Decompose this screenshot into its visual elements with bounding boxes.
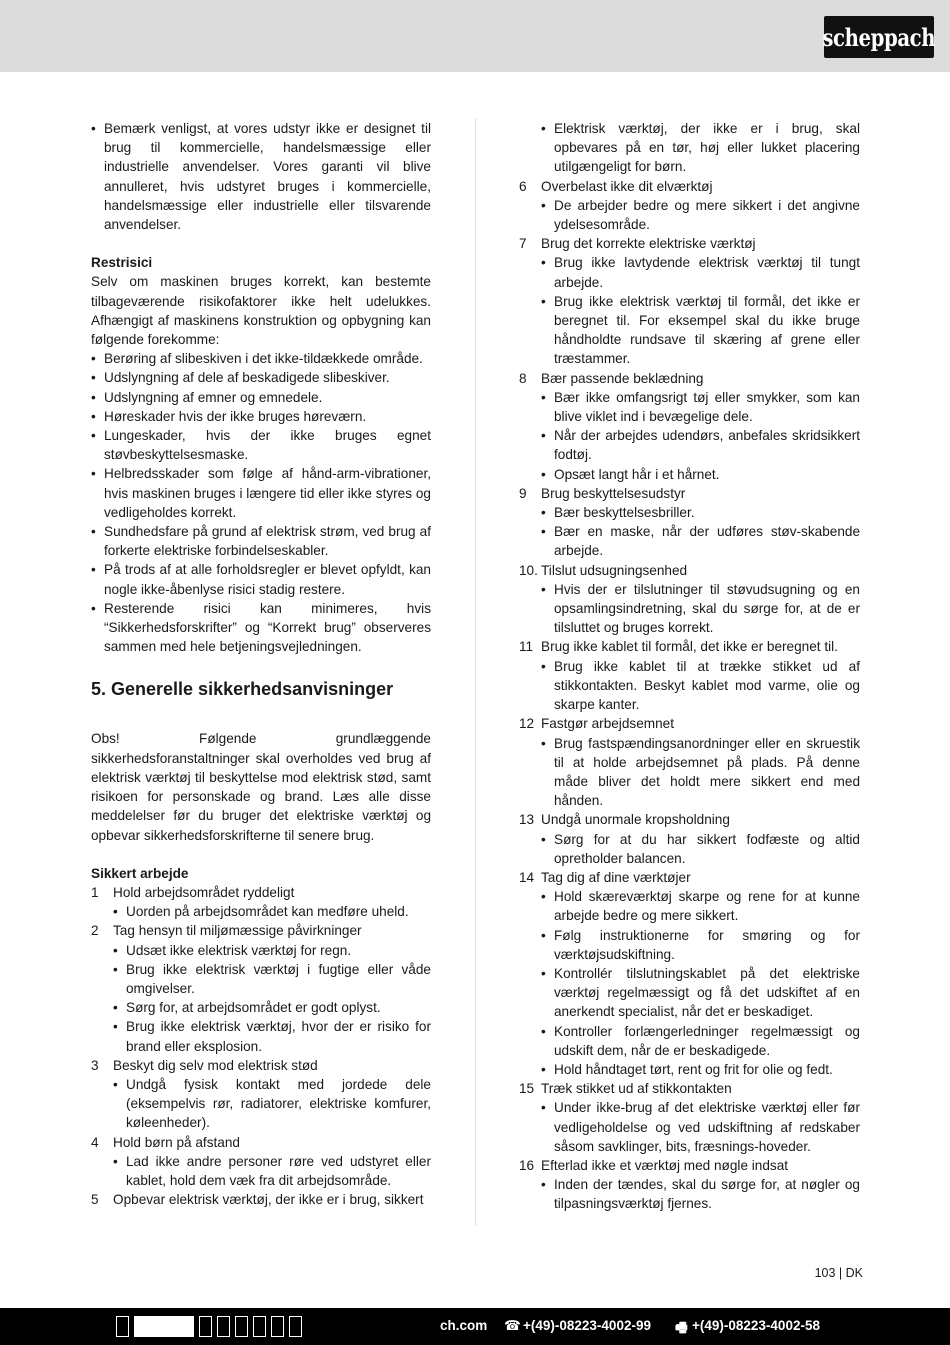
numbered-item [91,921,431,940]
bullet-text: Sørg for at du har sikkert fodfæste og altid opretholder balancen. [554,831,860,866]
bullet-text: Kontrollér tilslutningskablet på det elektriske værktøj regelmæssigt og få det udskiftet af en anerkendt specialist, når det er beskadiget. [554,965,860,1020]
bullet-text: Under ikke-brug af det elektriske værktøj eller før vedligeholdelse og ved udskiftning af redskaber såsom savklinger, bits, fræsnings-hoveder. [554,1100,860,1154]
item-number: 5 [91,1192,99,1208]
bullet-text: Bær en maske, når der udføres støv-skabende arbejde. [554,524,860,559]
bullet-text: Brug fastspændingsanordninger eller en skruestik til at holde arbejdsemnet på plads. På denne måde bliver det holdt mere sikkert end med hånden. [554,735,860,809]
item-number: 8 [519,370,527,386]
footer-phone: +(49)-08223-4002-99 [523,1318,651,1333]
item-number: 12 [519,716,535,732]
numbered-item [519,561,860,580]
item-number: 15 [519,1081,535,1097]
residual-heading: Restrisici [91,255,153,271]
residual-list [91,349,431,656]
right-column [519,119,860,1214]
item-title: Opbevar elektrisk værktøj, der ikke er i brug, sikkert [113,1192,424,1208]
bullet-text: Bær ikke omfangsrigt tøj eller smykker, som kan blive viklet ind i bevægelige dele. [554,389,860,425]
bullet-item: • Høreskader hvis der ikke bruges høreværn. [91,407,431,426]
item-title: Brug beskyttelsesudstyr [541,485,686,501]
bullet-text: Brug ikke elektrisk værktøj til formål, det ikke er beregnet til. For eksempel skal du ikke bruge håndholdte rundsave til skæring af grene eller træstammer. [554,293,860,367]
numbered-item [91,1190,431,1209]
item-number: 9 [519,485,527,501]
item-title: Overbelast ikke dit elværktøj [541,178,713,194]
bullet-text: Sundhedsfare på grund af elektrisk strøm, ved brug af forkerte elektriske forbindelseskabler. [104,524,431,559]
numbered-item [519,1156,860,1175]
item-title: Tag dig af dine værktøjer [541,869,691,885]
numbered-item [91,1133,431,1152]
item-title: Beskyt dig selv mod elektrisk stød [113,1057,318,1073]
item-number: 13 [519,812,535,828]
item-number: 7 [519,236,527,252]
item-title: Fastgør arbejdsemnet [541,716,674,732]
column-divider [475,118,476,1226]
item-title: Brug ikke kablet til formål, det ikke er beregnet til. [541,639,838,655]
bullet-item: • Brug ikke elektrisk værktøj til formål, det ikke er beregnet til. For eksempel skal du ikke bruge håndholdte rundsave til skæring af grene eller træstammer. [519,292,860,369]
numbered-item [519,234,860,253]
item-number: 6 [519,178,527,194]
left-numbered-list [91,883,431,1209]
bullet-text: Inden der tændes, skal du sørge for, at nøgler og tilpasningsværktøj fjernes. [554,1177,860,1212]
bullet-item: • Sundhedsfare på grund af elektrisk strøm, ved brug af forkerte elektriske forbindelseskabler. [91,522,431,560]
item-title: Brug det korrekte elektriske værktøj [541,236,756,252]
safe-heading: Sikkert arbejde [91,865,189,881]
bullet-item: • Helbredsskader som følge af hånd-arm-vibrationer, hvis maskinen bruges i længere tid eller ikke styres og vedligeholdes korrekt. [91,464,431,522]
numbered-item [519,177,860,196]
item-title: Undgå unormale kropsholdning [541,812,730,828]
footer-web[interactable]: ch.com [440,1318,488,1333]
item-number: 4 [91,1134,99,1150]
bullet-text: Når der arbejdes udendørs, anbefales skridsikkert fodtøj. [554,428,860,463]
bullet-item: • Udslyngning af emner og emnedele. [91,388,431,407]
bullet-text: På trods af at alle forholdsregler er blevet opfyldt, kan nogle ikke-åbenlyse risici stadig restere. [104,562,431,597]
bullet-text: Lungeskader, hvis der ikke bruges egnet støvbeskyttelsesmaske. [104,428,431,463]
numbered-item [519,810,860,829]
bullet-text: Lad ikke andre personer røre ved udstyret eller kablet, hold dem væk fra dit arbejdsområde. [126,1153,431,1188]
brand-logo: scheppach [824,16,934,58]
bullet-item: • Under ikke-brug af det elektriske værktøj eller før vedligeholdelse og ved udskiftning af redskaber såsom savklinger, bits, fræsnings-hoveder. [519,1098,860,1156]
numbered-item [519,369,860,388]
bullet-item: • Brug ikke lavtydende elektrisk værktøj til tungt arbejde. [519,253,860,291]
item-title: Tilslut udsugningsenhed [541,562,688,578]
bullet-item: • Hvis der er tilslutninger til støvudsugning og en opsamlingsindretning, skal du sørge for, at de er tilsluttet og bruges korrekt. [519,580,860,638]
bullet-text: Berøring af slibeskiven i det ikke-tildækkede område. [104,351,423,367]
bullet-item: • Lungeskader, hvis der ikke bruges egnet støvbeskyttelsesmaske. [91,426,431,464]
numbered-item [91,1056,431,1075]
bullet-item: • De arbejder bedre og mere sikkert i det angivne ydelsesområde. [519,196,860,234]
fax-icon: 🖷 [675,1320,688,1335]
bullet-text: De arbejder bedre og mere sikkert i det angivne ydelsesområde. [554,197,860,233]
bullet-item: • Bær beskyttelsesbriller. [519,503,860,522]
item-title: Hold børn på afstand [113,1134,240,1150]
bullet-text: Resterende risici kan minimeres, hvis “Sikkerhedsforskrifter” og “Korrekt brug” observeres sammen med hele betjeningsvejledningen. [104,600,431,655]
intro-bullet: • Bemærk venligst, at vores udstyr ikke er designet til brug til kommercielle, handelsmæssige eller industrielle anvendelser. Vores garanti vil blive annulleret, hvis udstyret bruges i kommercielle, handelsmæssige eller industrielle eller tilsvarende anvendelser. [91,121,431,233]
bullet-item: • Når der arbejdes udendørs, anbefales skridsikkert fodtøj. [519,426,860,464]
bullet-text: Undgå fysisk kontakt med jordede dele (eksempelvis rør, radiatorer, elektriske komfurer, køleenheder). [126,1076,431,1131]
bullet-item: • Uorden på arbejdsområdet kan medføre uheld. [91,902,431,921]
bullet-text: Hold håndtaget tørt, rent og frit for olie og fedt. [554,1061,833,1077]
numbered-item [91,883,431,902]
bullet-text: Kontroller forlængerledninger regelmæssigt og udskift dem, når de er beskadigede. [554,1023,860,1058]
section-title: 5. Generelle sikkerhedsanvisninger [91,679,394,700]
bullet-item: • Undgå fysisk kontakt med jordede dele (eksempelvis rør, radiatorer, elektriske komfurer, køleenheder). [91,1075,431,1133]
phone-icon: ☎ [504,1318,521,1333]
bullet-text: Høreskader hvis der ikke bruges høreværn. [104,408,367,424]
numbered-item [519,484,860,503]
item-number: 10. [519,562,538,578]
item-number: 14 [519,869,535,885]
bullet-item: • Brug ikke elektrisk værktøj, hvor der er risiko for brand eller eksplosion. [91,1017,431,1055]
item-title: Hold arbejdsområdet ryddeligt [113,884,295,900]
footer-glyph-strip [116,1316,302,1337]
numbered-item [519,1079,860,1098]
header-band [0,0,950,72]
bullet-text: Udsæt ikke elektrisk værktøj for regn. [126,942,352,958]
obs-text: Obs! Følgende grundlæggende sikkerhedsforanstaltninger skal overholdes ved brug af elektrisk værktøj til beskyttelse mod elektrisk stød, samt risikoen for personskade og brand. Læs alle disse meddelelser før du bruger det elektriske værktøj og opbevar sikkerhedsforskrifterne til senere brug. [91,731,431,843]
bullet-item: • Brug ikke elektrisk værktøj i fugtige eller våde omgivelser. [91,960,431,998]
item-title: Bær passende beklædning [541,370,704,386]
bullet-text: Følg instruktionerne for smøring og for værktøjsudskiftning. [554,927,860,962]
right-numbered-list [519,177,860,1214]
numbered-item [519,868,860,887]
bullet-item: • Kontrollér tilslutningskablet på det elektriske værktøj regelmæssigt og få det udskiftet af en anerkendt specialist, når det er beskadiget. [519,964,860,1022]
numbered-item [519,714,860,733]
bullet-text: Udslyngning af dele af beskadigede slibeskiver. [104,370,390,386]
item-title: Efterlad ikke et værktøj med nøgle indsat [541,1157,789,1173]
bullet-item: • Hold skæreværktøj skarpe og rene for at kunne arbejde bedre og mere sikkert. [519,887,860,925]
item-title: Tag hensyn til miljømæssige påvirkninger [113,923,362,939]
bullet-item: • Lad ikke andre personer røre ved udstyret eller kablet, hold dem væk fra dit arbejdsområde. [91,1152,431,1190]
item-number: 11 [519,639,534,655]
bullet-text: Helbredsskader som følge af hånd-arm-vibrationer, hvis maskinen bruges i længere tid eller ikke styres og vedligeholdes korrekt. [104,466,431,520]
bullet-text: Brug ikke elektrisk værktøj i fugtige eller våde omgivelser. [126,961,431,996]
item-title: Træk stikket ud af stikkontakten [541,1081,732,1097]
residual-text: Selv om maskinen bruges korrekt, kan bestemte tilbageværende risikofaktorer ikke helt udelukkes. Afhængigt af maskinens konstruktion og opbygning kan følgende forekomme: [91,274,431,348]
bullet-item: • Bær ikke omfangsrigt tøj eller smykker, som kan blive viklet ind i bevægelige dele. [519,388,860,426]
bullet-text: Hvis der er tilslutninger til støvudsugning og en opsamlingsindretning, skal du sørge for, at de er tilsluttet og bruges korrekt. [554,581,860,636]
bullet-text: Brug ikke lavtydende elektrisk værktøj til tungt arbejde. [554,255,860,290]
item-number: 1 [91,884,99,900]
bullet-item: • Hold håndtaget tørt, rent og frit for olie og fedt. [519,1060,860,1079]
bullet-item: • Følg instruktionerne for smøring og for værktøjsudskiftning. [519,926,860,964]
item-number: 3 [91,1057,99,1073]
bullet-text: Brug ikke elektrisk værktøj, hvor der er risiko for brand eller eksplosion. [126,1019,431,1054]
left-column [91,119,431,1209]
bullet-item: • Resterende risici kan minimeres, hvis “Sikkerhedsforskrifter” og “Korrekt brug” observeres sammen med hele betjeningsvejledningen. [91,599,431,657]
item-number: 2 [91,923,99,939]
bullet-item: • Brug ikke kablet til at trække stikket ud af stikkontakten. Beskyt kablet mod varme, olie og skarpe kanter. [519,657,860,715]
item-number: 16 [519,1157,535,1173]
bullet-item: • Sørg for at du har sikkert fodfæste og altid opretholder balancen. [519,830,860,868]
footer-bar [0,1308,950,1345]
bullet-item: • Opsæt langt hår i et hårnet. [519,465,860,484]
bullet-item: • Inden der tændes, skal du sørge for, at nøgler og tilpasningsværktøj fjernes. [519,1175,860,1213]
bullet-item: • Udslyngning af dele af beskadigede slibeskiver. [91,368,431,387]
bullet-text: Opsæt langt hår i et hårnet. [554,466,720,482]
footer-fax: +(49)-08223-4002-58 [692,1318,820,1333]
page-number: 103 | DK [814,1266,863,1280]
bullet-text: Sørg for, at arbejdsområdet er godt oplyst. [126,1000,381,1016]
bullet-text: Brug ikke kablet til at trække stikket ud af stikkontakten. Beskyt kablet mod varme, olie og skarpe kanter. [554,658,860,713]
bullet-text: Udslyngning af emner og emnedele. [104,389,323,405]
bullet-text: Bær beskyttelsesbriller. [554,505,695,521]
bullet-item: • Brug fastspændingsanordninger eller en skruestik til at holde arbejdsemnet på plads. På denne måde bliver det holdt mere sikkert end med hånden. [519,734,860,811]
bullet-item: • Sørg for, at arbejdsområdet er godt oplyst. [91,998,431,1017]
numbered-item [519,637,860,656]
bullet-item: • Berøring af slibeskiven i det ikke-tildækkede område. [91,349,431,368]
continued-bullet: • Elektrisk værktøj, der ikke er i brug, skal opbevares på en tør, høj eller lukket placering utilgængeligt for børn. [541,121,860,175]
bullet-item: • Udsæt ikke elektrisk værktøj for regn. [91,941,431,960]
bullet-item: • Bær en maske, når der udføres støv-skabende arbejde. [519,522,860,560]
bullet-text: Uorden på arbejdsområdet kan medføre uheld. [126,904,409,920]
bullet-item: • Kontroller forlængerledninger regelmæssigt og udskift dem, når de er beskadigede. [519,1022,860,1060]
bullet-text: Hold skæreværktøj skarpe og rene for at kunne arbejde bedre og mere sikkert. [554,889,860,924]
bullet-item: • På trods af at alle forholdsregler er blevet opfyldt, kan nogle ikke-åbenlyse risici stadig restere. [91,560,431,598]
